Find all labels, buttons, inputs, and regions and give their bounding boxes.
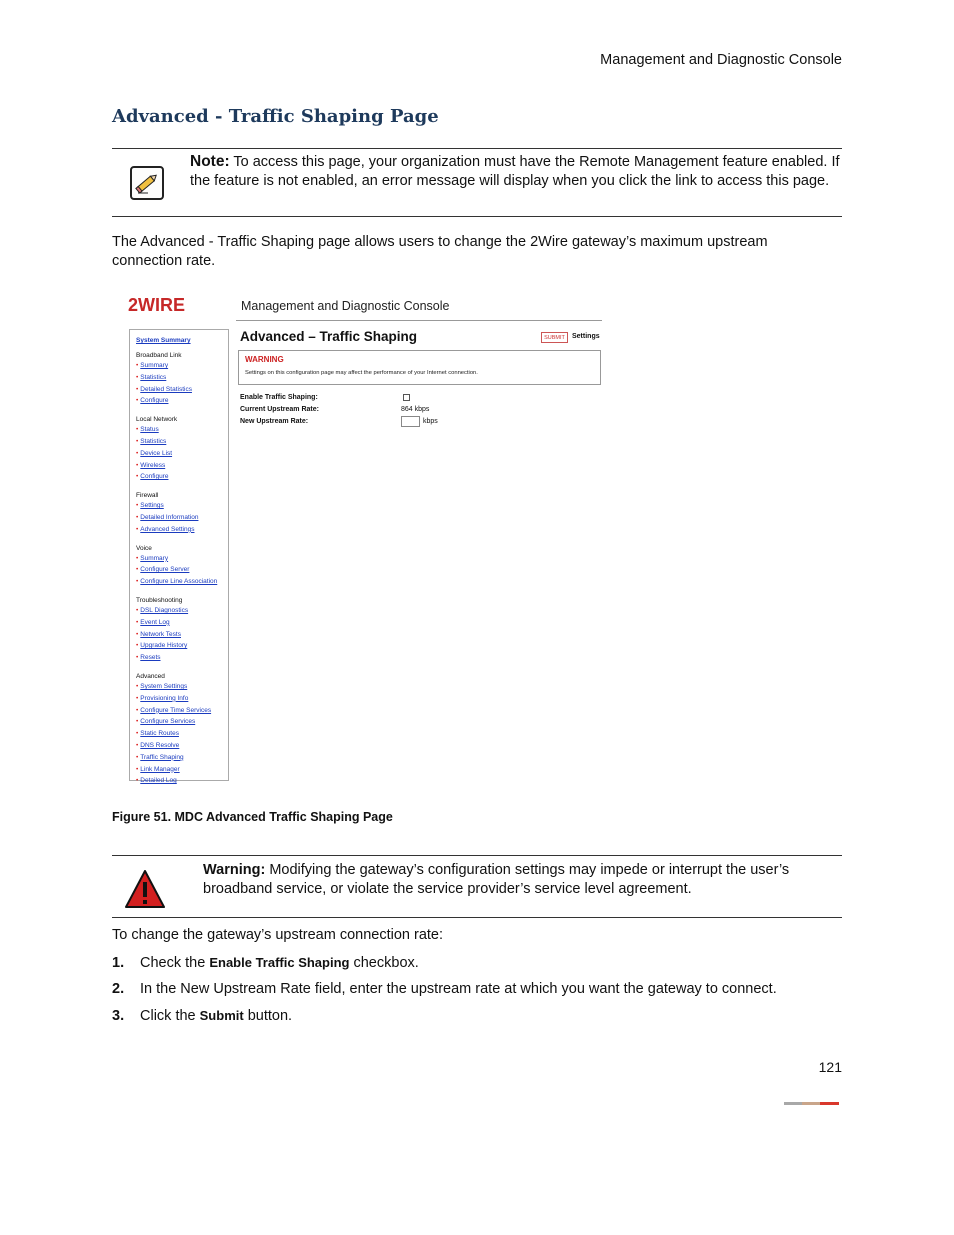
sidebar-link[interactable]: Advanced Settings: [140, 525, 195, 533]
step-number: 2.: [112, 981, 125, 997]
bullet-icon: •: [136, 694, 139, 702]
sidebar-link[interactable]: DSL Diagnostics: [140, 607, 189, 614]
note-body: To access this page, your organization must have the Remote Management feature enabled. If the feature is not enabled, an error message will display when you click the link to access this page.: [190, 154, 840, 189]
sidebar-item[interactable]: [136, 578, 217, 585]
sidebar-link[interactable]: Configure Line Association: [140, 578, 218, 586]
sidebar-link[interactable]: System Settings: [140, 683, 188, 690]
sidebar-item[interactable]: [136, 462, 165, 469]
bullet-icon: •: [136, 742, 139, 749]
footer-bar-segment: [802, 1102, 820, 1105]
procedure-step: [112, 981, 842, 997]
sidebar-link[interactable]: Settings: [140, 502, 164, 510]
bullet-icon: •: [136, 554, 139, 562]
sidebar-heading: Advanced: [136, 673, 165, 680]
sidebar-link[interactable]: Configure Server: [140, 566, 190, 574]
console-header-rule: [236, 320, 602, 321]
sidebar-link[interactable]: DNS Resolve: [140, 742, 180, 749]
sidebar-item[interactable]: [136, 730, 179, 737]
warning-triangle-icon: [124, 868, 166, 910]
sidebar-link[interactable]: Configure Services: [140, 718, 196, 726]
warning-text: [203, 861, 833, 899]
sidebar-heading: Troubleshooting: [136, 597, 183, 604]
sidebar-link[interactable]: Upgrade History: [140, 642, 188, 650]
sidebar-link[interactable]: Device List: [140, 449, 173, 457]
bullet-icon: •: [136, 654, 139, 662]
step-number: 3.: [112, 1008, 125, 1024]
sidebar-item[interactable]: [136, 642, 187, 649]
figure-caption: Figure 51. MDC Advanced Traffic Shaping Page: [112, 810, 393, 824]
bullet-icon: •: [136, 385, 139, 393]
mdc-warning-box: [238, 350, 601, 385]
sidebar-item[interactable]: [136, 397, 168, 404]
bullet-icon: •: [136, 753, 139, 761]
procedure-step: [112, 955, 842, 971]
sidebar-heading: Firewall: [136, 492, 159, 500]
sidebar-link[interactable]: Provisioning Info: [140, 694, 189, 702]
footer-bar-segment: [820, 1102, 839, 1105]
sidebar-link[interactable]: Configure: [140, 397, 169, 405]
sidebar-link[interactable]: Summary: [140, 362, 169, 369]
settings-label: Settings: [572, 333, 600, 340]
sidebar-item[interactable]: [136, 619, 170, 626]
bullet-icon: •: [136, 373, 139, 381]
sidebar-link[interactable]: Statistics: [140, 438, 167, 445]
enable-traffic-shaping-label: Enable Traffic Shaping:: [240, 394, 318, 401]
step-text: Check the: [140, 955, 210, 971]
sidebar-item[interactable]: [136, 718, 195, 725]
bullet-icon: •: [136, 473, 139, 481]
new-upstream-rate-input[interactable]: [401, 416, 420, 427]
procedure-intro: To change the gateway’s upstream connection rate:: [112, 927, 444, 943]
sidebar-link[interactable]: Detailed Log: [140, 777, 177, 785]
sidebar-link[interactable]: Summary: [140, 554, 169, 562]
sidebar-item[interactable]: [136, 426, 159, 433]
sidebar-link[interactable]: Detailed Information: [140, 514, 199, 521]
warning-bottom-rule: [112, 917, 842, 918]
sidebar-item[interactable]: [136, 777, 177, 784]
bullet-icon: •: [136, 718, 139, 726]
sidebar-item[interactable]: [136, 754, 184, 761]
bullet-icon: •: [136, 578, 139, 586]
console-title: Management and Diagnostic Console: [241, 299, 450, 313]
bullet-icon: •: [136, 525, 139, 533]
sidebar-item[interactable]: [136, 683, 187, 690]
bullet-icon: •: [136, 618, 139, 626]
sidebar-link[interactable]: Configure Time Services: [140, 706, 212, 714]
running-header: Management and Diagnostic Console: [600, 52, 842, 68]
sidebar-link-system-summary[interactable]: System Summary: [136, 337, 191, 344]
sidebar-link[interactable]: Event Log: [140, 618, 170, 626]
step-text: Click the: [140, 1008, 200, 1024]
bullet-icon: •: [136, 502, 139, 510]
bullet-icon: •: [136, 607, 139, 614]
sidebar-item[interactable]: [136, 631, 181, 638]
step-text: In the New Upstream Rate field, enter the upstream rate at which you want the gateway to connect.: [140, 981, 777, 997]
bullet-icon: •: [136, 642, 139, 650]
bullet-icon: •: [136, 566, 139, 574]
sidebar-item[interactable]: [136, 742, 179, 749]
pencil-note-icon: [130, 166, 164, 200]
sidebar-item[interactable]: [136, 374, 166, 381]
step-ui-term: Submit: [199, 1008, 244, 1023]
sidebar-heading: Local Network: [136, 416, 178, 424]
footer-bar-segment: [784, 1102, 802, 1105]
mdc-warning-title: WARNING: [245, 355, 284, 364]
bullet-icon: •: [136, 514, 139, 521]
bullet-icon: •: [136, 449, 139, 457]
logo-wordmark: 2WIRE: [128, 295, 186, 315]
sidebar-item[interactable]: [136, 362, 168, 369]
note-bottom-rule: [112, 216, 842, 217]
2wire-logo: [128, 293, 206, 317]
warning-label: Warning:: [203, 862, 266, 878]
sidebar-item[interactable]: [136, 386, 192, 393]
sidebar-item[interactable]: [136, 450, 172, 457]
sidebar-link[interactable]: Statistics: [140, 373, 167, 381]
procedure-step: [112, 1008, 842, 1024]
mdc-sidebar: [129, 329, 229, 785]
bullet-icon: •: [136, 438, 139, 445]
note-top-rule: [112, 148, 842, 149]
sidebar-link[interactable]: Traffic Shaping: [140, 753, 184, 761]
bullet-icon: •: [136, 426, 139, 434]
bullet-icon: •: [136, 730, 139, 738]
sidebar-link[interactable]: Link Manager: [140, 765, 180, 773]
bullet-icon: •: [136, 683, 139, 690]
bullet-icon: •: [136, 362, 139, 369]
bullet-icon: •: [136, 706, 139, 714]
current-upstream-rate-value: 864 kbps: [401, 406, 430, 413]
sidebar-item[interactable]: [136, 707, 211, 714]
sidebar-item[interactable]: [136, 438, 166, 445]
sidebar-item[interactable]: [136, 526, 194, 533]
sidebar-link[interactable]: Configure: [140, 473, 169, 481]
bullet-icon: •: [136, 461, 139, 469]
submit-button[interactable]: SUBMIT: [541, 332, 568, 343]
mdc-page-title: Advanced – Traffic Shaping: [240, 329, 418, 344]
note-label: Note:: [190, 153, 230, 170]
bullet-icon: •: [136, 630, 139, 638]
sidebar-item[interactable]: [136, 766, 180, 773]
new-upstream-rate-label: New Upstream Rate:: [240, 418, 309, 425]
sidebar-item[interactable]: [136, 654, 161, 661]
warning-body: Modifying the gateway’s configuration settings may impede or interrupt the user’s broadband service, or violate the service provider’s service level agreement.: [203, 862, 790, 897]
step-text-end: button.: [243, 1008, 293, 1024]
sidebar-item[interactable]: [136, 514, 198, 521]
note-text: [190, 152, 840, 191]
sidebar-item[interactable]: [136, 695, 188, 702]
sidebar-heading: Voice: [136, 544, 152, 552]
sidebar-link[interactable]: Detailed Statistics: [140, 385, 192, 393]
sidebar-item[interactable]: [136, 607, 188, 614]
current-upstream-rate-label: Current Upstream Rate:: [240, 406, 319, 413]
page-number: 121: [818, 1059, 842, 1075]
sidebar-item[interactable]: [136, 566, 189, 573]
step-text-end: checkbox.: [349, 955, 419, 971]
sidebar-link[interactable]: Wireless: [140, 461, 166, 469]
sidebar-item[interactable]: [136, 473, 168, 480]
mdc-warning-message: Settings on this configuration page may affect the performance of your Internet connection.: [245, 370, 478, 376]
step-number: 1.: [112, 955, 125, 971]
bullet-icon: •: [136, 765, 139, 773]
sidebar-link[interactable]: Network Tests: [140, 630, 181, 638]
sidebar-link[interactable]: Static Routes: [140, 730, 179, 738]
enable-traffic-shaping-checkbox[interactable]: [403, 394, 410, 401]
sidebar-heading: Broadband Link: [136, 352, 182, 359]
step-ui-term: Enable Traffic Shaping: [209, 955, 350, 970]
sidebar-item[interactable]: [136, 502, 164, 509]
new-upstream-rate-unit: kbps: [423, 418, 438, 425]
sidebar-link[interactable]: Status: [140, 426, 159, 434]
intro-paragraph: The Advanced - Traffic Shaping page allows users to change the 2Wire gateway’s maximum upstream connection rate.: [112, 234, 768, 269]
section-title: Advanced - Traffic Shaping Page: [112, 106, 439, 127]
bullet-icon: •: [136, 777, 139, 785]
sidebar-link[interactable]: Resets: [140, 654, 161, 662]
sidebar-item[interactable]: [136, 555, 168, 562]
bullet-icon: •: [136, 397, 139, 405]
warning-top-rule: [112, 855, 842, 856]
